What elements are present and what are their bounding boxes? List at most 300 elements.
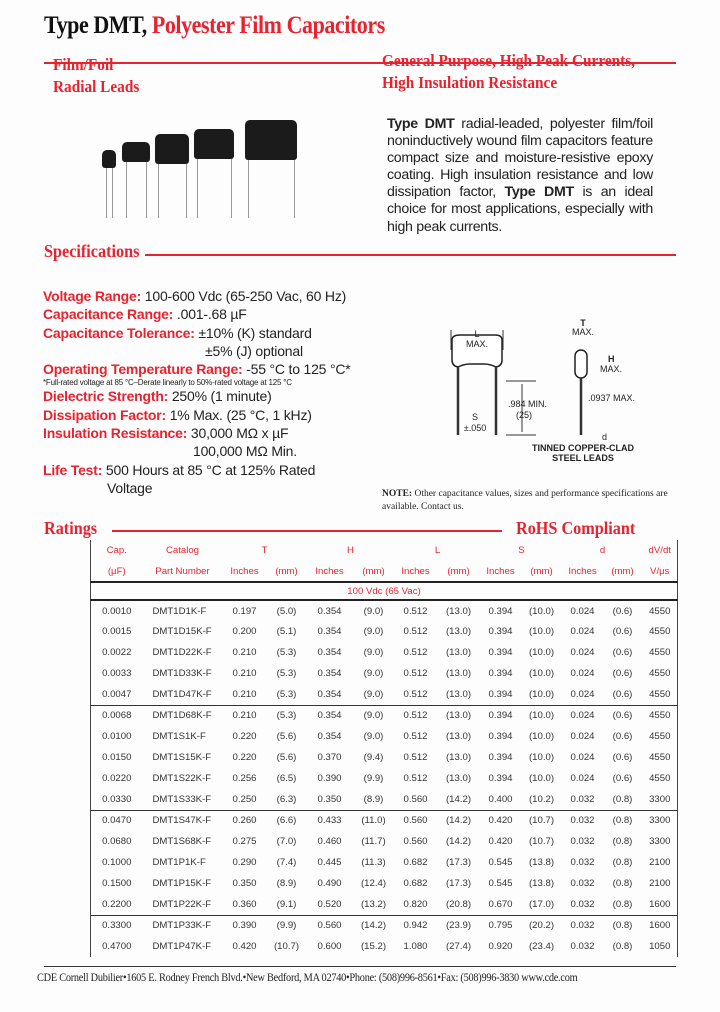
table-cell: 1.080 xyxy=(403,941,428,952)
label-d: d xyxy=(602,432,608,442)
table-cell: (10.0) xyxy=(528,752,555,763)
table-cell: 0.390 xyxy=(232,920,257,932)
spec-value: 250% (1 minute) xyxy=(168,388,272,405)
spec-value: .001-.68 µF xyxy=(173,306,247,323)
label-s: S xyxy=(471,412,479,422)
table-cell: 0.390 xyxy=(317,773,342,784)
table-cell: 0.512 xyxy=(403,752,428,763)
table-cell: (6.6) xyxy=(276,815,297,827)
table-cell: 0.0047 xyxy=(91,684,143,705)
table-row xyxy=(91,705,678,726)
table-cell: 0.394 xyxy=(488,731,513,742)
spec-value: -55 °C to 125 °C* xyxy=(242,361,351,378)
table-cell: 0.260 xyxy=(232,815,257,827)
table-row xyxy=(91,747,678,768)
table-cell: 0.0680 xyxy=(102,836,132,847)
label-h: H xyxy=(608,354,615,364)
table-cell: (10.2) xyxy=(521,789,563,810)
table-cell: 0.354 xyxy=(307,684,353,705)
table-cell: DMT1P22K-F xyxy=(143,894,223,915)
table-cell: 4550 xyxy=(649,605,671,617)
spec-label: Voltage Range: xyxy=(43,288,142,304)
table-cell: 4550 xyxy=(649,668,671,679)
label-l: L xyxy=(474,329,480,339)
table-cell: (0.8) xyxy=(603,894,643,915)
table-cell: 0.512 xyxy=(403,731,428,742)
table-cell: 0.1000 xyxy=(102,857,132,868)
subhead-left xyxy=(53,54,139,98)
intro-bold-2: Type DMT xyxy=(504,184,574,201)
table-cell: (10.0) xyxy=(521,684,563,705)
spec-capacitance-range xyxy=(43,305,351,323)
table-cell: (11.0) xyxy=(361,815,386,827)
table-cell: 0.460 xyxy=(317,836,342,847)
table-cell: 0.4700 xyxy=(102,941,132,952)
table-cell: (0.8) xyxy=(612,920,633,932)
table-cell: 4550 xyxy=(649,626,671,637)
table-cell: (10.0) xyxy=(528,731,555,742)
table-row xyxy=(91,915,678,936)
intro-bold-1: Type DMT xyxy=(387,116,455,132)
col-subheader: V/µs xyxy=(643,561,678,582)
table-cell: (0.8) xyxy=(612,941,633,952)
intro-paragraph xyxy=(387,116,653,236)
table-cell: 0.354 xyxy=(317,710,342,722)
table-cell: 0.433 xyxy=(317,815,342,827)
table-cell: (13.8) xyxy=(528,857,555,868)
table-cell: 3300 xyxy=(643,789,678,810)
table-cell: 0.0022 xyxy=(102,647,132,658)
table-cell: (27.4) xyxy=(445,941,472,952)
table-cell: 0.670 xyxy=(481,894,521,915)
table-cell: 0.0470 xyxy=(102,815,132,827)
subhead-radial-leads: Radial Leads xyxy=(53,77,140,96)
col-header: Cap. xyxy=(106,545,127,556)
table-cell: 0.682 xyxy=(403,878,428,889)
col-subheader: Inches xyxy=(395,561,437,582)
divider xyxy=(44,966,676,967)
table-cell: 0.197 xyxy=(232,605,257,617)
header-row-2 xyxy=(91,561,678,582)
table-cell: (0.6) xyxy=(612,647,633,658)
table-cell: (0.6) xyxy=(612,710,633,722)
table-cell: 0.545 xyxy=(488,857,513,868)
col-subheader: Inches xyxy=(223,561,267,582)
table-cell: 4550 xyxy=(649,752,671,763)
table-row xyxy=(91,831,678,852)
page-title xyxy=(44,12,385,40)
table-cell: (13.0) xyxy=(445,647,472,658)
table-cell: 0.024 xyxy=(570,668,595,679)
table-cell: DMT1D33K-F xyxy=(152,668,212,679)
table-cell: 0.3300 xyxy=(102,920,132,932)
subhead-film-foil: Film/Foil xyxy=(53,55,114,74)
table-cell: (14.2) xyxy=(445,815,472,827)
table-cell: 4550 xyxy=(649,710,671,722)
table-cell: (0.8) xyxy=(603,789,643,810)
table-cell: 0.0015 xyxy=(102,626,132,637)
subhead-line-1: General Purpose, High Peak Currents, xyxy=(382,51,636,70)
table-cell: (9.0) xyxy=(363,668,384,679)
table-cell: 0.370 xyxy=(317,752,342,763)
table-cell: (13.2) xyxy=(353,894,395,915)
table-row xyxy=(91,621,678,642)
col-header: d xyxy=(599,545,606,556)
table-cell: 0.394 xyxy=(488,752,513,763)
table-cell: 0.2200 xyxy=(91,894,143,915)
table-cell: 3300 xyxy=(649,836,671,847)
subhead-right xyxy=(382,50,635,94)
table-cell: (5.6) xyxy=(276,752,297,763)
table-row xyxy=(91,663,678,684)
table-cell: 0.350 xyxy=(307,789,353,810)
table-cell: (17.3) xyxy=(445,857,472,868)
table-cell: 0.360 xyxy=(223,894,267,915)
table-cell: (20.2) xyxy=(528,920,555,932)
table-cell: 0.795 xyxy=(488,920,513,932)
table-cell: DMT1S15K-F xyxy=(152,752,212,763)
intro-text-2: is an ideal choice for most applications, especially with high peak currents. xyxy=(387,184,653,235)
table-cell: (17.3) xyxy=(445,878,472,889)
table-cell: 0.0220 xyxy=(102,773,132,784)
table-cell: (0.6) xyxy=(612,731,633,742)
table-cell: (9.9) xyxy=(363,773,384,784)
table-cell: (0.6) xyxy=(612,668,633,679)
table-cell: (10.0) xyxy=(528,605,555,617)
table-cell: 0.354 xyxy=(317,731,342,742)
table-cell: (14.2) xyxy=(360,920,387,932)
spec-dissipation-factor xyxy=(43,406,351,424)
spec-label: Life Test: xyxy=(43,461,103,478)
table-cell: 0.512 xyxy=(403,605,428,617)
table-cell: 0.032 xyxy=(570,878,595,889)
table-cell: 0.032 xyxy=(570,815,595,827)
table-cell: 0.024 xyxy=(570,731,595,742)
table-cell: 0.560 xyxy=(395,789,437,810)
table-cell: (5.0) xyxy=(276,605,297,617)
table-cell: DMT1P1K-F xyxy=(152,857,206,868)
spec-dielectric-strength xyxy=(43,387,351,405)
table-cell: (5.6) xyxy=(276,731,297,742)
table-cell: (15.2) xyxy=(360,941,387,952)
table-cell: 0.394 xyxy=(488,773,513,784)
table-cell: 0.210 xyxy=(223,684,267,705)
col-subheader: (mm) xyxy=(437,561,481,582)
table-cell: 4550 xyxy=(649,731,671,742)
col-subheader: Inches xyxy=(481,561,521,582)
col-subheader: (mm) xyxy=(603,561,643,582)
spec-label: Dissipation Factor: xyxy=(43,406,166,423)
spec-insulation-resistance xyxy=(43,424,351,442)
spec-label: Insulation Resistance: xyxy=(43,425,188,442)
table-cell: (10.7) xyxy=(273,941,300,952)
ratings-heading: Ratings xyxy=(44,518,98,538)
table-cell: (10.0) xyxy=(528,668,555,679)
table-cell: (9.0) xyxy=(363,710,384,722)
spec-value: 30,000 MΩ x µF xyxy=(187,425,289,442)
table-cell: (0.6) xyxy=(603,684,643,705)
table-cell: 2100 xyxy=(649,857,671,868)
table-cell: (5.3) xyxy=(267,684,307,705)
table-cell: (9.0) xyxy=(353,684,395,705)
table-cell: 0.560 xyxy=(403,815,428,827)
table-row xyxy=(91,600,678,621)
table-cell: 1050 xyxy=(649,941,671,952)
table-cell: DMT1S68K-F xyxy=(152,836,212,847)
header-row-1 xyxy=(91,540,678,561)
section-row xyxy=(91,582,678,600)
col-header: dV/dt xyxy=(648,545,671,556)
spec-label: Operating Temperature Range: xyxy=(43,361,243,378)
table-cell: DMT1P15K-F xyxy=(152,878,212,889)
table-cell: DMT1D68K-F xyxy=(152,710,212,722)
table-cell: 0.0150 xyxy=(102,752,132,763)
label-s-tolerance: ±.050 xyxy=(463,423,487,433)
table-cell: 0.024 xyxy=(570,626,595,637)
table-cell: 0.220 xyxy=(232,752,257,763)
table-cell: (9.4) xyxy=(363,752,384,763)
table-cell: 0.032 xyxy=(570,920,595,932)
label-leads-2: STEEL LEADS xyxy=(552,453,614,463)
table-cell: DMT1D47K-F xyxy=(143,684,223,705)
table-cell: 0.354 xyxy=(317,647,342,658)
table-cell: 0.210 xyxy=(232,647,257,658)
table-cell: 0.250 xyxy=(223,789,267,810)
table-cell: 0.445 xyxy=(317,857,342,868)
spec-label: Capacitance Range: xyxy=(43,306,174,323)
note-label: NOTE: xyxy=(382,489,413,499)
table-cell: 0.545 xyxy=(488,878,513,889)
label-t: T xyxy=(580,318,586,328)
table-cell: 0.032 xyxy=(570,836,595,847)
table-cell: (13.8) xyxy=(528,878,555,889)
table-cell: (17.0) xyxy=(521,894,563,915)
table-cell: (9.9) xyxy=(276,920,297,932)
table-cell: (10.7) xyxy=(528,836,555,847)
table-cell: DMT1P33K-F xyxy=(152,920,212,932)
table-cell: 0.512 xyxy=(403,626,428,637)
spec-life-test xyxy=(43,461,351,479)
spec-value: 500 Hours at 85 °C at 125% Rated xyxy=(102,461,316,478)
spec-value: ±10% (K) standard xyxy=(194,324,312,341)
table-cell: (14.2) xyxy=(437,789,481,810)
spec-voltage-range xyxy=(43,287,351,305)
table-cell: 0.394 xyxy=(488,626,513,637)
dimension-diagram xyxy=(370,300,690,470)
table-cell: 0.394 xyxy=(481,684,521,705)
table-cell: (10.0) xyxy=(528,710,555,722)
table-cell: 0.275 xyxy=(232,836,257,847)
col-header: H xyxy=(347,545,354,556)
col-header: L xyxy=(434,545,441,556)
col-header: Catalog xyxy=(165,545,200,556)
table-cell: DMT1D1K-F xyxy=(152,605,207,617)
table-cell: (10.0) xyxy=(528,773,555,784)
table-cell: (0.8) xyxy=(612,878,633,889)
table-cell: 0.024 xyxy=(570,773,595,784)
table-cell: 0.512 xyxy=(403,647,428,658)
table-cell: 4550 xyxy=(649,773,671,784)
col-header: T xyxy=(261,545,268,556)
table-row xyxy=(91,789,678,810)
table-cell: (11.7) xyxy=(361,836,386,847)
table-cell: 0.032 xyxy=(570,857,595,868)
table-cell: 0.420 xyxy=(488,815,513,827)
table-cell: (14.2) xyxy=(445,836,472,847)
table-cell: 0.024 xyxy=(563,684,603,705)
table-cell: 0.0068 xyxy=(102,710,132,722)
table-cell: DMT1S33K-F xyxy=(143,789,223,810)
table-cell: 0.400 xyxy=(481,789,521,810)
label-t-max: MAX. xyxy=(571,327,595,337)
table-cell: 0.512 xyxy=(395,684,437,705)
ratings-table xyxy=(90,540,678,957)
table-cell: (0.8) xyxy=(612,836,633,847)
spec-label: Capacitance Tolerance: xyxy=(43,324,195,341)
table-cell: (6.3) xyxy=(267,789,307,810)
table-cell: (6.5) xyxy=(276,773,297,784)
table-cell: 0.024 xyxy=(570,605,595,617)
table-cell: (23.9) xyxy=(445,920,472,932)
table-cell: 0.200 xyxy=(232,626,257,637)
table-cell: 0.394 xyxy=(488,605,513,617)
subhead-line-2: High Insulation Resistance xyxy=(382,73,558,92)
table-cell: (9.0) xyxy=(363,626,384,637)
table-cell: (9.1) xyxy=(267,894,307,915)
table-cell: 0.032 xyxy=(563,789,603,810)
footer-contact: CDE Cornell Dubilier•1605 E. Rodney French Blvd.•New Bedford, MA 02740•Phone: (508)996-8561•Fax: (508)996-3830 www.cde.com xyxy=(37,970,578,984)
table-cell: (10.7) xyxy=(528,815,555,827)
table-cell: (12.4) xyxy=(360,878,387,889)
spec-capacitance-tolerance xyxy=(43,324,351,342)
table-cell: (13.0) xyxy=(445,752,472,763)
label-leads-1: TINNED COPPER-CLAD xyxy=(531,443,635,453)
table-cell: 0.512 xyxy=(403,773,428,784)
title-product: Polyester Film Capacitors xyxy=(151,12,385,39)
table-cell: (23.4) xyxy=(528,941,555,952)
table-cell: 0.354 xyxy=(317,605,342,617)
table-cell: 0.920 xyxy=(488,941,513,952)
table-cell: DMT1P47K-F xyxy=(152,941,212,952)
spec-footnote: *Full-rated voltage at 85 °C–Derate linearly to 50%-rated voltage at 125 °C xyxy=(43,378,292,388)
table-cell: 0.820 xyxy=(395,894,437,915)
table-cell: 0.420 xyxy=(232,941,257,952)
table-cell: 0.290 xyxy=(232,857,257,868)
table-cell: (0.8) xyxy=(612,815,633,827)
table-row xyxy=(91,684,678,705)
table-cell: 1600 xyxy=(643,894,678,915)
table-cell: (11.3) xyxy=(361,857,386,868)
table-cell: 0.560 xyxy=(403,836,428,847)
spec-label: Dielectric Strength: xyxy=(43,388,169,405)
table-cell: 0.024 xyxy=(570,710,595,722)
spec-value: 1% Max. (25 °C, 1 kHz) xyxy=(166,406,312,423)
table-cell: (10.0) xyxy=(528,647,555,658)
table-cell: (13.0) xyxy=(445,605,472,617)
table-cell: (0.6) xyxy=(612,752,633,763)
specifications-list xyxy=(43,287,351,497)
table-cell: 0.394 xyxy=(488,710,513,722)
table-cell: 0.490 xyxy=(317,878,342,889)
col-subheader: (mm) xyxy=(267,561,307,582)
col-subheader: Inches xyxy=(563,561,603,582)
table-cell: 1600 xyxy=(649,920,671,932)
table-cell: (8.9) xyxy=(276,878,297,889)
table-cell: (5.1) xyxy=(276,626,297,637)
table-row xyxy=(91,873,678,894)
table-row xyxy=(91,936,678,957)
label-min-length: .984 MIN. xyxy=(508,399,548,409)
spec-value-2: Voltage xyxy=(107,479,153,496)
product-photo xyxy=(95,160,305,280)
label-min-length-mm: (25) xyxy=(516,410,533,420)
spec-value-2: 100,000 MΩ Min. xyxy=(193,443,297,460)
table-row xyxy=(91,642,678,663)
table-cell: 0.0033 xyxy=(102,668,132,679)
table-cell: (8.9) xyxy=(353,789,395,810)
spec-value-2: ±5% (J) optional xyxy=(205,342,303,359)
label-lead-max: .0937 MAX. xyxy=(588,393,636,403)
table-cell: 0.512 xyxy=(403,668,428,679)
table-cell: (5.3) xyxy=(276,647,297,658)
col-subheader: (mm) xyxy=(521,561,563,582)
spec-value: 100-600 Vdc (65-250 Vac, 60 Hz) xyxy=(141,288,347,304)
table-cell: (9.0) xyxy=(363,731,384,742)
table-cell: (0.6) xyxy=(612,773,633,784)
table-cell: DMT1D15K-F xyxy=(152,626,212,637)
table-cell: 0.024 xyxy=(570,752,595,763)
table-cell: (13.0) xyxy=(445,710,472,722)
table-cell: (0.6) xyxy=(612,605,633,617)
table-cell: 0.0330 xyxy=(91,789,143,810)
table-cell: 2100 xyxy=(649,878,671,889)
table-cell: DMT1D22K-F xyxy=(152,647,212,658)
table-cell: 0.394 xyxy=(488,668,513,679)
table-cell: (0.8) xyxy=(612,857,633,868)
table-cell: 3300 xyxy=(649,815,671,827)
table-cell: (7.0) xyxy=(276,836,297,847)
table-cell: (5.3) xyxy=(276,710,297,722)
table-cell: 0.210 xyxy=(232,668,257,679)
table-cell: (13.0) xyxy=(445,668,472,679)
label-h-max: MAX. xyxy=(600,364,623,374)
table-cell: DMT1S1K-F xyxy=(152,731,206,742)
table-row xyxy=(91,810,678,831)
table-row xyxy=(91,852,678,873)
specifications-heading: Specifications xyxy=(44,241,140,261)
spec-operating-temperature xyxy=(43,360,351,378)
table-cell: (5.3) xyxy=(276,668,297,679)
table-cell: 0.512 xyxy=(403,710,428,722)
table-cell: 0.0100 xyxy=(102,731,132,742)
table-cell: 0.210 xyxy=(232,710,257,722)
table-cell: 0.354 xyxy=(317,668,342,679)
label-l-max: MAX. xyxy=(465,339,489,349)
table-cell: 0.220 xyxy=(232,731,257,742)
table-cell: (7.4) xyxy=(276,857,297,868)
table-cell: 0.1500 xyxy=(102,878,132,889)
rohs-compliant-heading: RoHS Compliant xyxy=(516,518,636,538)
table-cell: (10.0) xyxy=(528,626,555,637)
col-subheader: (µF) xyxy=(91,561,143,582)
intro-text-1: radial-leaded, polyester film/foil noninductively wound film capacitors feature compact size and moisture-resistive epoxy coating. High insulation resistance and low dissipation factor, xyxy=(387,116,653,201)
table-cell: (13.0) xyxy=(437,684,481,705)
table-cell: 0.032 xyxy=(570,941,595,952)
note xyxy=(382,488,682,513)
table-cell: 0.394 xyxy=(488,647,513,658)
table-cell: (9.0) xyxy=(363,605,384,617)
table-cell: 0.0010 xyxy=(102,605,132,617)
